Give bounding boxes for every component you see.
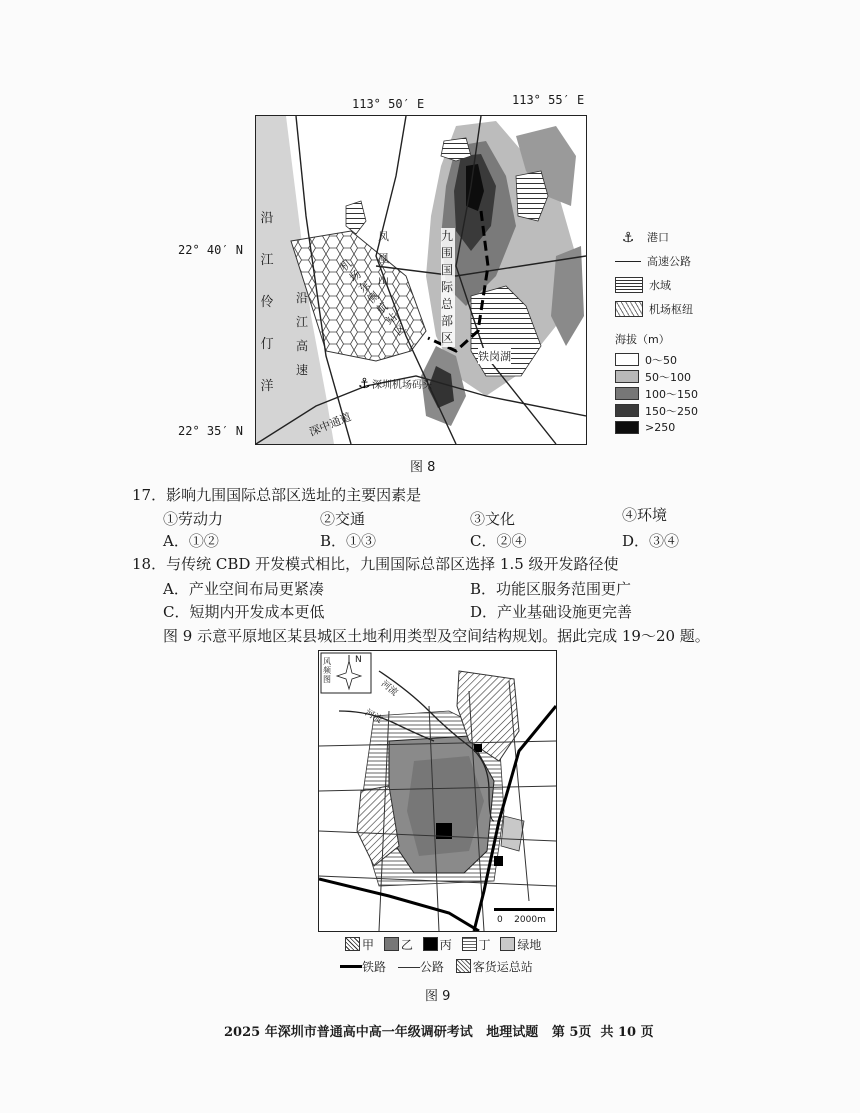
mountain-label: 凤凰山 bbox=[378, 230, 389, 287]
compass-n: N bbox=[355, 655, 362, 665]
wind-rose-label: 风频图 bbox=[323, 657, 331, 684]
railway-line-icon bbox=[340, 965, 362, 968]
port-icon: ⚓ bbox=[621, 230, 635, 246]
tunnel-label: 深中通道 bbox=[307, 410, 354, 439]
jia-swatch bbox=[345, 937, 360, 951]
legend-port: ⚓ 港口 bbox=[615, 225, 735, 249]
page-footer: 2025 年深圳市普通高中高一年级调研考试 地理试题 第 5页 共 10 页 bbox=[224, 1025, 654, 1040]
lon-label-2: 113° 55′ E bbox=[512, 93, 585, 107]
q18-option-a[interactable]: A．产业空间布局更紧凑 bbox=[163, 580, 324, 598]
airport-label: 机场东侧航站区 bbox=[338, 256, 409, 339]
q18-option-d[interactable]: D．产业基础设施更完善 bbox=[470, 603, 633, 621]
water-hatch-icon bbox=[615, 277, 643, 293]
q18-stem: 18．与传统 CBD 开发模式相比，九围国际总部区选择 1.5 级开发路径使 bbox=[132, 555, 619, 573]
figure-8-legend bbox=[615, 225, 735, 436]
airport-pattern-icon bbox=[615, 301, 643, 317]
figure-9-caption: 图 9 bbox=[425, 989, 451, 1004]
station-swatch bbox=[456, 959, 471, 973]
road-line-icon bbox=[398, 967, 420, 968]
ding-swatch bbox=[462, 937, 477, 951]
legend-highway: 高速公路 bbox=[615, 249, 735, 273]
intro-text: 图 9 示意平原地区某县城区土地利用类型及空间结构规划。据此完成 19～20 题。 bbox=[163, 627, 710, 645]
port-icon: ⚓ bbox=[358, 376, 371, 392]
elev-swatch-2 bbox=[615, 387, 639, 400]
figure-8-svg bbox=[256, 116, 586, 444]
q17-stem: 17．影响九围国际总部区选址的主要因素是 bbox=[132, 486, 422, 504]
q17-option-a[interactable]: A．①② bbox=[163, 532, 219, 550]
pier-label: 深圳机场码头 bbox=[372, 380, 432, 391]
q17-option-c[interactable]: C．②④ bbox=[470, 532, 527, 550]
figure-9-legend-row2: 铁路 公路 客货运总站 bbox=[340, 958, 533, 975]
figure-9-map bbox=[318, 650, 557, 932]
figure-8-caption: 图 8 bbox=[410, 460, 436, 475]
bing-swatch bbox=[423, 937, 438, 951]
q17-item-3: ③文化 bbox=[470, 510, 516, 528]
elevation-legend: 0～50 50～100 100～150 150～250 >250 bbox=[615, 351, 735, 436]
figure-9-svg bbox=[319, 651, 556, 931]
highway-line-icon bbox=[615, 261, 641, 262]
highway-label: 沿江高速 bbox=[296, 291, 309, 377]
legend-airport: 机场枢纽 bbox=[615, 297, 735, 321]
q17-item-2: ②交通 bbox=[320, 510, 366, 528]
elev-swatch-3 bbox=[615, 404, 639, 417]
q17-item-1: ①劳动力 bbox=[163, 510, 224, 528]
river-label-1: 河流 bbox=[378, 679, 400, 699]
river-label-2: 河流 bbox=[362, 707, 384, 726]
lake-label: 铁岗湖 bbox=[478, 350, 511, 363]
figure-8-map bbox=[255, 115, 587, 445]
lon-label-1: 113° 50′ E bbox=[352, 97, 425, 111]
scale-bar-label: 0 2000m bbox=[497, 915, 546, 925]
q17-option-b[interactable]: B．①③ bbox=[320, 532, 377, 550]
figure-9-legend-row1: 甲 乙 丙 丁 绿地 bbox=[345, 936, 541, 953]
q17-option-d[interactable]: D．③④ bbox=[622, 532, 680, 550]
legend-water: 水域 bbox=[615, 273, 735, 297]
sea-label: 沿江伶仃洋 bbox=[260, 211, 274, 394]
lat-label-2: 22° 35′ N bbox=[178, 424, 244, 438]
q17-item-4: ④环境 bbox=[622, 506, 668, 524]
elev-swatch-4 bbox=[615, 421, 639, 434]
elev-swatch-1 bbox=[615, 370, 639, 383]
q18-option-b[interactable]: B．功能区服务范围更广 bbox=[470, 580, 632, 598]
hq-label: 九围国际总部区 bbox=[441, 229, 454, 345]
lat-label-1: 22° 40′ N bbox=[178, 243, 244, 257]
yi-swatch bbox=[384, 937, 399, 951]
elevation-title: 海拔（m） bbox=[615, 333, 670, 346]
elev-swatch-0 bbox=[615, 353, 639, 366]
q18-option-c[interactable]: C．短期内开发成本更低 bbox=[163, 603, 325, 621]
green-swatch bbox=[500, 937, 515, 951]
